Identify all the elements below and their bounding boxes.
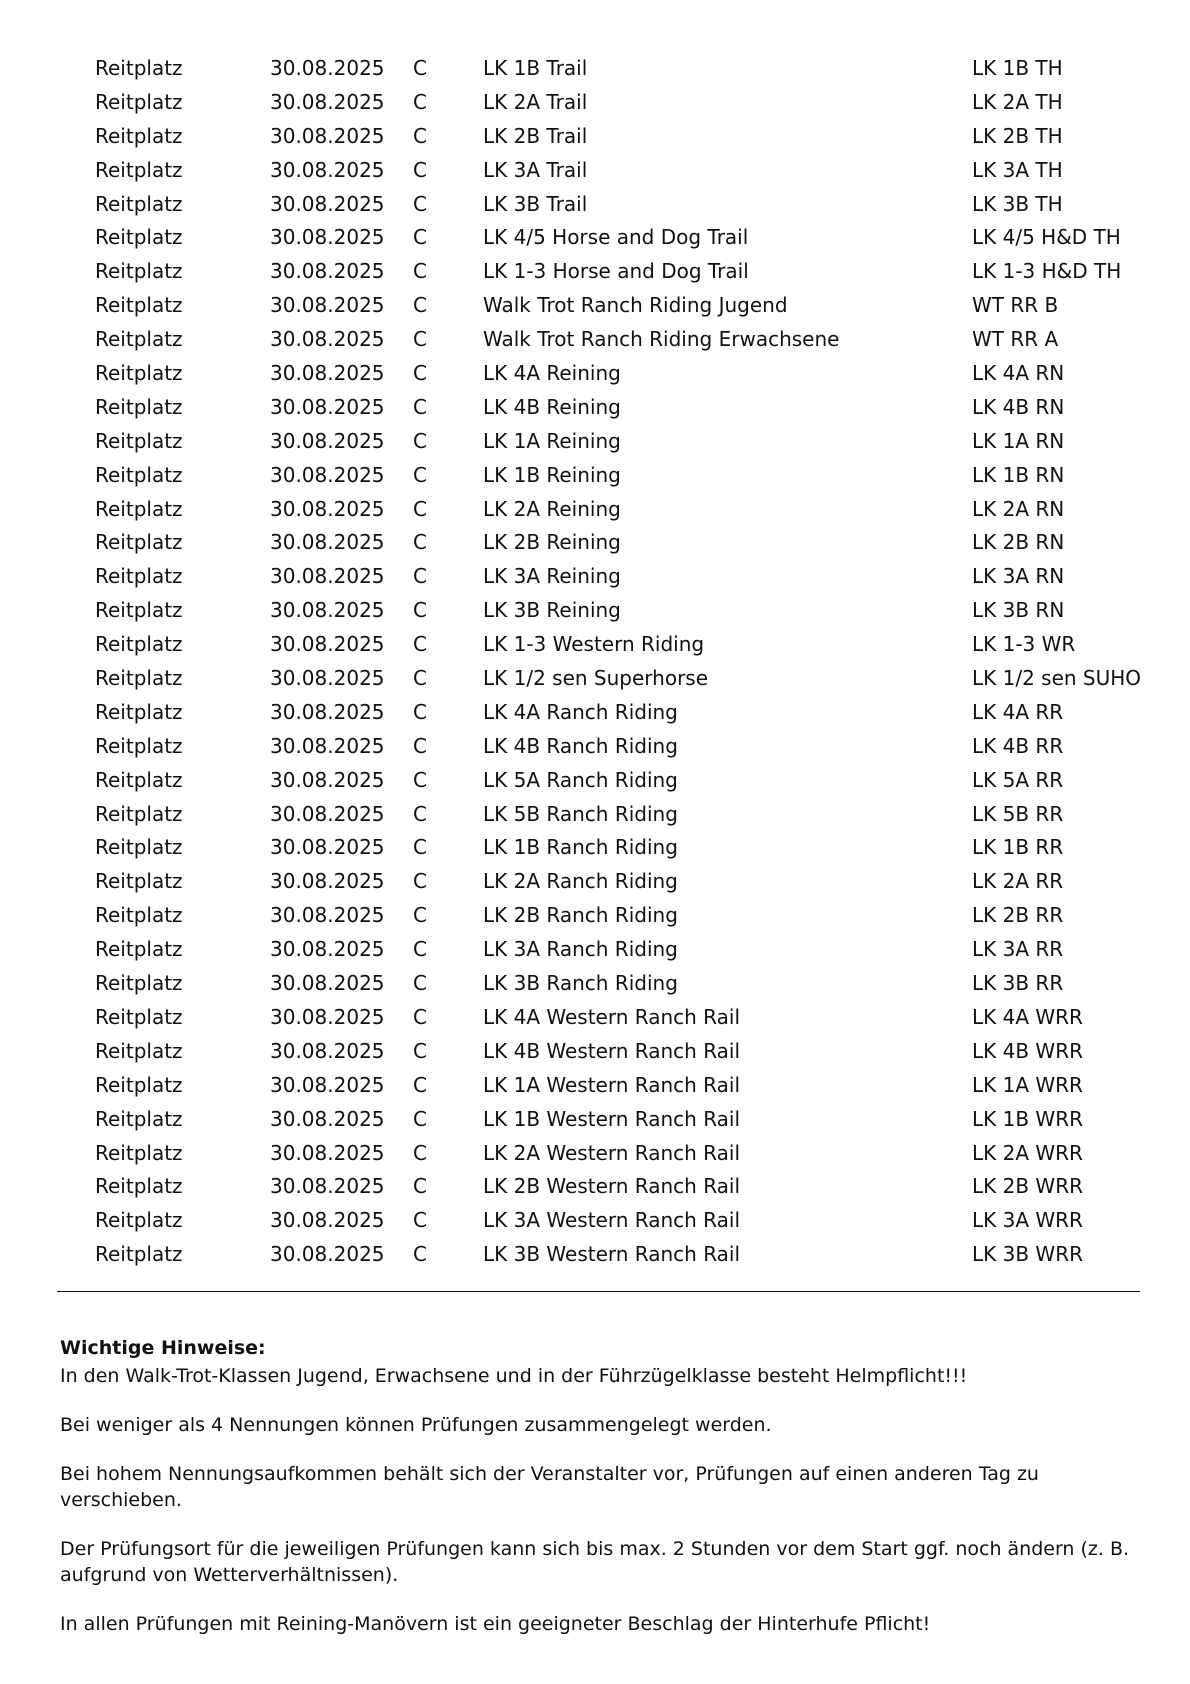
table-row — [0, 323, 1190, 357]
table-row — [0, 425, 1190, 459]
row-place: Reitplatz — [95, 835, 183, 860]
table-row — [0, 865, 1190, 899]
row-code: LK 1/2 sen SUHO — [972, 666, 1142, 691]
table-row — [0, 594, 1190, 628]
row-code: LK 2B RN — [972, 530, 1065, 555]
table-row — [0, 289, 1190, 323]
row-category: C — [413, 801, 427, 826]
row-category: C — [413, 666, 427, 691]
row-code: LK 3A TH — [972, 157, 1063, 182]
row-date: 30.08.2025 — [270, 191, 385, 216]
row-class-name: LK 2B Western Ranch Rail — [483, 1174, 741, 1199]
table-row — [0, 391, 1190, 425]
row-place: Reitplatz — [95, 462, 183, 487]
row-place: Reitplatz — [95, 530, 183, 555]
row-code: LK 1A WRR — [972, 1072, 1083, 1097]
table-row — [0, 493, 1190, 527]
row-category: C — [413, 123, 427, 148]
row-class-name: LK 1/2 sen Superhorse — [483, 666, 709, 691]
row-code: WT RR B — [972, 293, 1059, 318]
row-class-name: LK 2A Western Ranch Rail — [483, 1140, 741, 1165]
row-place: Reitplatz — [95, 564, 183, 589]
table-row — [0, 831, 1190, 865]
row-code: LK 3A RN — [972, 564, 1065, 589]
row-place: Reitplatz — [95, 937, 183, 962]
row-place: Reitplatz — [95, 666, 183, 691]
row-category: C — [413, 157, 427, 182]
row-code: LK 4A RR — [972, 699, 1064, 724]
row-class-name: LK 4A Ranch Riding — [483, 699, 678, 724]
row-date: 30.08.2025 — [270, 496, 385, 521]
table-row — [0, 52, 1190, 86]
divider — [57, 1291, 1140, 1292]
table-row — [0, 662, 1190, 696]
row-place: Reitplatz — [95, 869, 183, 894]
row-place: Reitplatz — [95, 123, 183, 148]
row-place: Reitplatz — [95, 56, 183, 80]
row-code: LK 4/5 H&D TH — [972, 225, 1121, 250]
row-class-name: LK 3B Ranch Riding — [483, 971, 678, 996]
row-date: 30.08.2025 — [270, 903, 385, 928]
row-code: LK 1B TH — [972, 56, 1063, 80]
row-date: 30.08.2025 — [270, 157, 385, 182]
table-row — [0, 696, 1190, 730]
row-category: C — [413, 530, 427, 555]
row-category: C — [413, 733, 427, 758]
row-date: 30.08.2025 — [270, 869, 385, 894]
row-code: LK 3B WRR — [972, 1242, 1083, 1267]
table-row — [0, 255, 1190, 289]
row-category: C — [413, 1004, 427, 1029]
row-place: Reitplatz — [95, 89, 183, 114]
row-category: C — [413, 903, 427, 928]
row-date: 30.08.2025 — [270, 1140, 385, 1165]
row-place: Reitplatz — [95, 903, 183, 928]
row-class-name: LK 4A Western Ranch Rail — [483, 1004, 741, 1029]
row-category: C — [413, 598, 427, 623]
row-class-name: LK 3B Trail — [483, 191, 588, 216]
row-code: LK 1-3 WR — [972, 632, 1076, 657]
row-class-name: LK 1-3 Horse and Dog Trail — [483, 259, 749, 284]
row-class-name: LK 3A Western Ranch Rail — [483, 1208, 741, 1233]
note-shoeing: In allen Prüfungen mit Reining-Manövern ist ein geeigneter Beschlag der Hinterhufe Pflicht! — [60, 1613, 931, 1635]
row-date: 30.08.2025 — [270, 632, 385, 657]
row-code: LK 2B WRR — [972, 1174, 1083, 1199]
row-code: LK 4B WRR — [972, 1038, 1083, 1063]
row-code: LK 2B RR — [972, 903, 1064, 928]
row-class-name: LK 2B Ranch Riding — [483, 903, 678, 928]
row-code: LK 4A WRR — [972, 1004, 1083, 1029]
row-class-name: LK 3B Reining — [483, 598, 621, 623]
table-row — [0, 1069, 1190, 1103]
row-place: Reitplatz — [95, 1072, 183, 1097]
row-category: C — [413, 259, 427, 284]
row-code: LK 4A RN — [972, 361, 1065, 386]
row-place: Reitplatz — [95, 699, 183, 724]
table-row — [0, 764, 1190, 798]
row-class-name: Walk Trot Ranch Riding Jugend — [483, 293, 788, 318]
row-date: 30.08.2025 — [270, 1174, 385, 1199]
row-date: 30.08.2025 — [270, 327, 385, 352]
table-row — [0, 560, 1190, 594]
row-category: C — [413, 971, 427, 996]
table-row — [0, 188, 1190, 222]
table-row — [0, 86, 1190, 120]
row-category: C — [413, 191, 427, 216]
note-reschedule: Bei hohem Nennungsaufkommen behält sich der Veranstalter vor, Prüfungen auf einen anderen Tag zu verschieben. — [60, 1463, 1039, 1511]
note-location: Der Prüfungsort für die jeweiligen Prüfungen kann sich bis max. 2 Stunden vor dem Start ggf. noch ändern (z. B. aufgrund von Wetterverhältnissen). — [60, 1538, 1130, 1586]
row-class-name: LK 2B Reining — [483, 530, 621, 555]
row-date: 30.08.2025 — [270, 564, 385, 589]
row-code: LK 4B RN — [972, 394, 1065, 419]
row-date: 30.08.2025 — [270, 56, 385, 80]
row-code: LK 3A RR — [972, 937, 1064, 962]
row-code: LK 3B RN — [972, 598, 1065, 623]
row-place: Reitplatz — [95, 733, 183, 758]
row-category: C — [413, 1242, 427, 1267]
row-class-name: LK 1B Western Ranch Rail — [483, 1106, 741, 1131]
row-date: 30.08.2025 — [270, 428, 385, 453]
row-class-name: LK 2B Trail — [483, 123, 588, 148]
row-place: Reitplatz — [95, 767, 183, 792]
notes-heading: Wichtige Hinweise: — [60, 1337, 266, 1359]
row-class-name: LK 4/5 Horse and Dog Trail — [483, 225, 749, 250]
row-category: C — [413, 564, 427, 589]
row-date: 30.08.2025 — [270, 394, 385, 419]
row-category: C — [413, 767, 427, 792]
row-place: Reitplatz — [95, 1208, 183, 1233]
table-row — [0, 459, 1190, 493]
row-category: C — [413, 361, 427, 386]
table-row — [0, 120, 1190, 154]
row-code: LK 2B TH — [972, 123, 1063, 148]
row-code: LK 1A RN — [972, 428, 1065, 453]
row-code: LK 1B RR — [972, 835, 1064, 860]
row-class-name: LK 3A Trail — [483, 157, 588, 182]
row-class-name: LK 2A Ranch Riding — [483, 869, 678, 894]
row-class-name: Walk Trot Ranch Riding Erwachsene — [483, 327, 840, 352]
row-place: Reitplatz — [95, 293, 183, 318]
row-place: Reitplatz — [95, 1004, 183, 1029]
schedule-table — [0, 52, 1190, 1272]
row-date: 30.08.2025 — [270, 361, 385, 386]
table-row — [0, 730, 1190, 764]
table-row — [0, 1204, 1190, 1238]
row-category: C — [413, 699, 427, 724]
row-place: Reitplatz — [95, 598, 183, 623]
row-date: 30.08.2025 — [270, 598, 385, 623]
row-category: C — [413, 835, 427, 860]
table-row — [0, 221, 1190, 255]
row-place: Reitplatz — [95, 225, 183, 250]
row-class-name: LK 3A Ranch Riding — [483, 937, 678, 962]
row-category: C — [413, 1140, 427, 1165]
row-place: Reitplatz — [95, 327, 183, 352]
row-class-name: LK 3B Western Ranch Rail — [483, 1242, 741, 1267]
row-category: C — [413, 327, 427, 352]
row-class-name: LK 4B Western Ranch Rail — [483, 1038, 741, 1063]
row-date: 30.08.2025 — [270, 530, 385, 555]
row-class-name: LK 1B Trail — [483, 56, 588, 80]
row-class-name: LK 4B Reining — [483, 394, 621, 419]
row-class-name: LK 5B Ranch Riding — [483, 801, 678, 826]
row-date: 30.08.2025 — [270, 293, 385, 318]
table-row — [0, 628, 1190, 662]
row-code: LK 1-3 H&D TH — [972, 259, 1122, 284]
row-date: 30.08.2025 — [270, 733, 385, 758]
table-row — [0, 1137, 1190, 1171]
row-date: 30.08.2025 — [270, 971, 385, 996]
row-place: Reitplatz — [95, 1174, 183, 1199]
table-row — [0, 526, 1190, 560]
row-category: C — [413, 1106, 427, 1131]
row-category: C — [413, 1174, 427, 1199]
row-place: Reitplatz — [95, 1106, 183, 1131]
row-date: 30.08.2025 — [270, 801, 385, 826]
row-date: 30.08.2025 — [270, 1208, 385, 1233]
table-row — [0, 1238, 1190, 1272]
row-category: C — [413, 394, 427, 419]
row-code: LK 3A WRR — [972, 1208, 1083, 1233]
table-row — [0, 899, 1190, 933]
row-class-name: LK 5A Ranch Riding — [483, 767, 678, 792]
row-place: Reitplatz — [95, 1038, 183, 1063]
row-code: LK 5A RR — [972, 767, 1064, 792]
row-date: 30.08.2025 — [270, 259, 385, 284]
row-code: LK 1B RN — [972, 462, 1065, 487]
table-row — [0, 933, 1190, 967]
row-class-name: LK 1B Ranch Riding — [483, 835, 678, 860]
row-place: Reitplatz — [95, 801, 183, 826]
row-place: Reitplatz — [95, 496, 183, 521]
row-class-name: LK 1B Reining — [483, 462, 621, 487]
row-category: C — [413, 496, 427, 521]
table-row — [0, 1103, 1190, 1137]
row-category: C — [413, 225, 427, 250]
row-place: Reitplatz — [95, 157, 183, 182]
row-category: C — [413, 1072, 427, 1097]
table-row — [0, 357, 1190, 391]
row-class-name: LK 4B Ranch Riding — [483, 733, 678, 758]
table-row — [0, 1170, 1190, 1204]
note-merge: Bei weniger als 4 Nennungen können Prüfungen zusammengelegt werden. — [60, 1414, 772, 1436]
row-place: Reitplatz — [95, 428, 183, 453]
row-category: C — [413, 1208, 427, 1233]
row-class-name: LK 1-3 Western Riding — [483, 632, 705, 657]
row-class-name: LK 1A Western Ranch Rail — [483, 1072, 741, 1097]
row-date: 30.08.2025 — [270, 89, 385, 114]
table-row — [0, 1035, 1190, 1069]
row-date: 30.08.2025 — [270, 937, 385, 962]
row-class-name: LK 2A Trail — [483, 89, 588, 114]
table-row — [0, 1001, 1190, 1035]
table-row — [0, 154, 1190, 188]
row-category: C — [413, 869, 427, 894]
row-date: 30.08.2025 — [270, 835, 385, 860]
row-place: Reitplatz — [95, 1242, 183, 1267]
row-category: C — [413, 89, 427, 114]
table-row — [0, 967, 1190, 1001]
row-code: LK 1B WRR — [972, 1106, 1083, 1131]
row-date: 30.08.2025 — [270, 767, 385, 792]
row-place: Reitplatz — [95, 1140, 183, 1165]
row-place: Reitplatz — [95, 361, 183, 386]
row-date: 30.08.2025 — [270, 699, 385, 724]
row-category: C — [413, 56, 427, 80]
row-code: LK 2A RN — [972, 496, 1065, 521]
row-code: LK 2A TH — [972, 89, 1063, 114]
row-code: LK 3B RR — [972, 971, 1064, 996]
row-date: 30.08.2025 — [270, 1242, 385, 1267]
row-date: 30.08.2025 — [270, 1072, 385, 1097]
row-category: C — [413, 293, 427, 318]
row-class-name: LK 4A Reining — [483, 361, 621, 386]
row-place: Reitplatz — [95, 971, 183, 996]
row-date: 30.08.2025 — [270, 1106, 385, 1131]
row-code: LK 2A WRR — [972, 1140, 1083, 1165]
row-place: Reitplatz — [95, 394, 183, 419]
row-code: LK 3B TH — [972, 191, 1063, 216]
row-code: LK 5B RR — [972, 801, 1064, 826]
row-class-name: LK 1A Reining — [483, 428, 621, 453]
note-helmet: In den Walk-Trot-Klassen Jugend, Erwachsene und in der Führzügelklasse besteht Helmpflicht!!! — [60, 1365, 968, 1387]
row-category: C — [413, 462, 427, 487]
table-row — [0, 798, 1190, 832]
row-code: WT RR A — [972, 327, 1059, 352]
row-date: 30.08.2025 — [270, 123, 385, 148]
row-date: 30.08.2025 — [270, 1004, 385, 1029]
row-code: LK 4B RR — [972, 733, 1064, 758]
row-place: Reitplatz — [95, 632, 183, 657]
row-class-name: LK 2A Reining — [483, 496, 621, 521]
row-date: 30.08.2025 — [270, 225, 385, 250]
row-category: C — [413, 428, 427, 453]
row-place: Reitplatz — [95, 259, 183, 284]
row-date: 30.08.2025 — [270, 1038, 385, 1063]
row-place: Reitplatz — [95, 191, 183, 216]
row-date: 30.08.2025 — [270, 462, 385, 487]
row-class-name: LK 3A Reining — [483, 564, 621, 589]
row-code: LK 2A RR — [972, 869, 1064, 894]
row-category: C — [413, 1038, 427, 1063]
row-category: C — [413, 937, 427, 962]
row-date: 30.08.2025 — [270, 666, 385, 691]
important-notes — [60, 1335, 1140, 1660]
row-category: C — [413, 632, 427, 657]
